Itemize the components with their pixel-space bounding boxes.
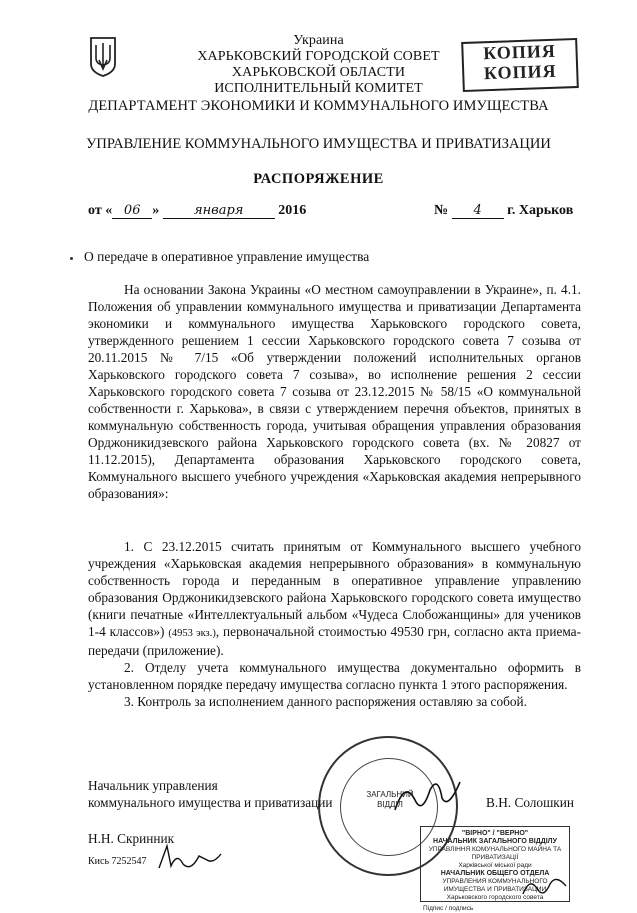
- date-month: января: [163, 203, 275, 219]
- header-country: Украина: [293, 33, 344, 48]
- cert-line: Харьковского городского совета: [446, 894, 544, 901]
- preamble-text: На основании Закона Украины «О местном самоуправлении в Украине», п. 4.1. Положения об управлении коммунального имущества и приватизации Департамента экономики и коммунального имущества Харьковского городского совета, утвержденного решением 1 сессии Харьковского городского совета 7 созыва от 20.11.2015 № 7/15 «Об утверждении положений исполнительных органов Харьковского городского совета 7 созыва», во исполнение решения 2 сессии Харьковского городского совета 7 созыва от 23.12.2015 № 58/15 «О коммунальной собственности г. Харькова», в связи с утверждением перечня объектов, принятых в коммунальную собственность города, учитывая обращения управления образования Орджоникидзевского района Харьковского городского совета (вх. № 20827 от 11.12.2015), Департамента образования Харьковского городского совета, Коммунального высшего учебного учреждения «Харьковская академия непрерывного образования»:: [88, 282, 581, 501]
- item-1: [88, 538, 581, 659]
- number-prefix: №: [434, 203, 449, 218]
- signature-title-line2: коммунального имущества и приватизации: [88, 795, 333, 810]
- copy-stamp-line: КОПИЯ: [483, 60, 557, 84]
- cert-line: "ВІРНО" / "ВЕРНО": [461, 830, 529, 837]
- date-day: 06: [112, 203, 152, 219]
- signatory-name: В.Н. Солошкин: [486, 795, 575, 810]
- cert-line: НАЧАЛЬНИК ЗАГАЛЬНОГО ВІДДІЛУ: [433, 838, 557, 845]
- items-block: [88, 538, 581, 710]
- cert-line: НАЧАЛЬНИК ОБЩЕГО ОТДЕЛА: [440, 870, 550, 877]
- number-line: [434, 203, 573, 219]
- number-value: 4: [452, 203, 504, 219]
- date-year: 2016: [278, 203, 307, 218]
- item-1-text-end: , первоначальной стоимостью 49530 грн, согласно акта приема-передачи (приложение).: [88, 624, 582, 658]
- round-seal-line: ВІДДІЛ: [377, 800, 403, 809]
- executor-code: Кись 7252547: [88, 856, 147, 867]
- header-region: ХАРЬКОВСКОЙ ОБЛАСТИ: [231, 65, 406, 80]
- date-prefix: от «: [88, 203, 113, 218]
- cert-signature-icon: [520, 872, 570, 900]
- header-council: ХАРЬКОВСКИЙ ГОРОДСКОЙ СОВЕТ: [197, 49, 440, 64]
- item-3: 3. Контроль за исполнением данного распоряжения оставляю за собой.: [124, 694, 527, 709]
- cert-line: Підпис / подпись: [423, 905, 474, 912]
- executor-name: Н.Н. Скринник: [88, 831, 175, 846]
- date-mid: »: [152, 203, 160, 218]
- document-type: РАСПОРЯЖЕНИЕ: [253, 171, 384, 187]
- item-1-quantity: (4953 экз.): [168, 628, 216, 639]
- signature-title-line1: Начальник управления: [88, 778, 218, 793]
- executor-signature-icon: [155, 838, 225, 874]
- copy-stamp: [461, 38, 579, 92]
- cert-line: УПРАВЛІННЯ КОМУНАЛЬНОГО МАЙНА ТА ПРИВАТИЗАЦІЇ: [428, 846, 562, 861]
- handwritten-signature-icon: [390, 770, 470, 820]
- margin-dot: [70, 257, 73, 260]
- preamble-block: [88, 281, 581, 502]
- copy-stamp-line: КОПИЯ: [482, 40, 557, 64]
- item-2: 2. Отделу учета коммунального имущества документально оформить в установленном порядке передачу имущества согласно пункта 1 этого распоряжения.: [88, 660, 581, 692]
- cert-line: УПРАВЛЕНИЯ КОММУНАЛЬНОГО ИМУЩЕСТВА И ПРИВАТИЗАЦИИ: [442, 878, 548, 893]
- header-department: ДЕПАРТАМЕНТ ЭКОНОМИКИ И КОММУНАЛЬНОГО ИМУЩЕСТВА: [88, 98, 549, 114]
- header-committee: ИСПОЛНИТЕЛЬНЫЙ КОМИТЕТ: [214, 81, 423, 96]
- date-line: [88, 203, 306, 219]
- management-title: УПРАВЛЕНИЕ КОММУНАЛЬНОГО ИМУЩЕСТВА И ПРИВАТИЗАЦИИ: [86, 136, 551, 152]
- city: г. Харьков: [507, 203, 574, 218]
- subject: О передаче в оперативное управление имущества: [84, 249, 370, 264]
- round-seal-line: ЗАГАЛЬНИЙ: [366, 790, 414, 799]
- cert-line: Харківської міської ради: [458, 862, 532, 869]
- item-1-text: 1. С 23.12.2015 считать принятым от Коммунального высшего учебного учреждения «Харьковская академия непрерывного образования» в коммунальную собственность города и переданным в оперативное управление управлению образования Орджоникидзевского района Харьковского городского совета имущество (книги печатные «Интеллектуальный альбом «Чудеса Слобожанщины» для учеников 1-4 классов»): [88, 539, 581, 639]
